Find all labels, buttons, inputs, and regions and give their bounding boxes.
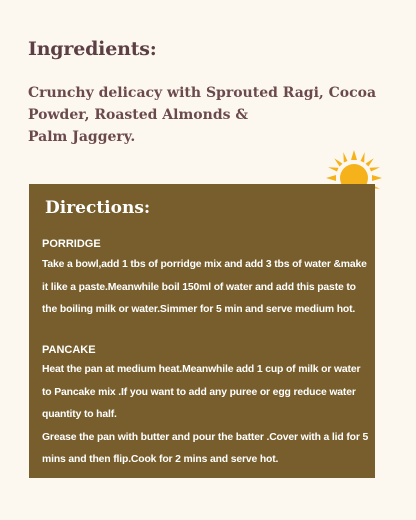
ingredients-line: Powder, Roasted Almonds & xyxy=(28,107,249,123)
instruction-line: Take a bowl,add 1 tbs of porridge mix and add 3 tbs of water &make xyxy=(42,259,367,270)
instruction-line: Heat the pan at medium heat.Meanwhile add 1 cup of milk or water xyxy=(42,364,361,375)
ingredients-title: Ingredients: xyxy=(28,38,157,60)
directions-panel xyxy=(29,184,375,478)
instruction-line: quantity to half. xyxy=(42,409,117,420)
instruction-line: to Pancake mix .If you want to add any puree or egg reduce water xyxy=(42,386,356,398)
pancake-heading: PANCAKE xyxy=(42,344,96,356)
instruction-line: mins and then flip.Cook for 2 mins and serve hot. xyxy=(42,454,279,465)
instruction-line: Grease the pan with butter and pour the batter .Cover with a lid for 5 xyxy=(42,431,369,443)
pancake-instructions xyxy=(42,359,368,472)
ingredients-description xyxy=(28,82,377,148)
ingredients-line: Crunchy delicacy with Sprouted Ragi, Cocoa xyxy=(28,85,377,101)
instruction-line: the boiling milk or water.Simmer for 5 min and serve medium hot. xyxy=(42,304,356,315)
porridge-heading: PORRIDGE xyxy=(42,238,101,250)
porridge-instructions xyxy=(42,254,368,322)
directions-title: Directions: xyxy=(45,198,151,218)
ingredients-line: Palm Jaggery. xyxy=(28,129,136,145)
instruction-line: it like a paste.Meanwhile boil 150ml of water and add this paste to xyxy=(42,281,356,293)
